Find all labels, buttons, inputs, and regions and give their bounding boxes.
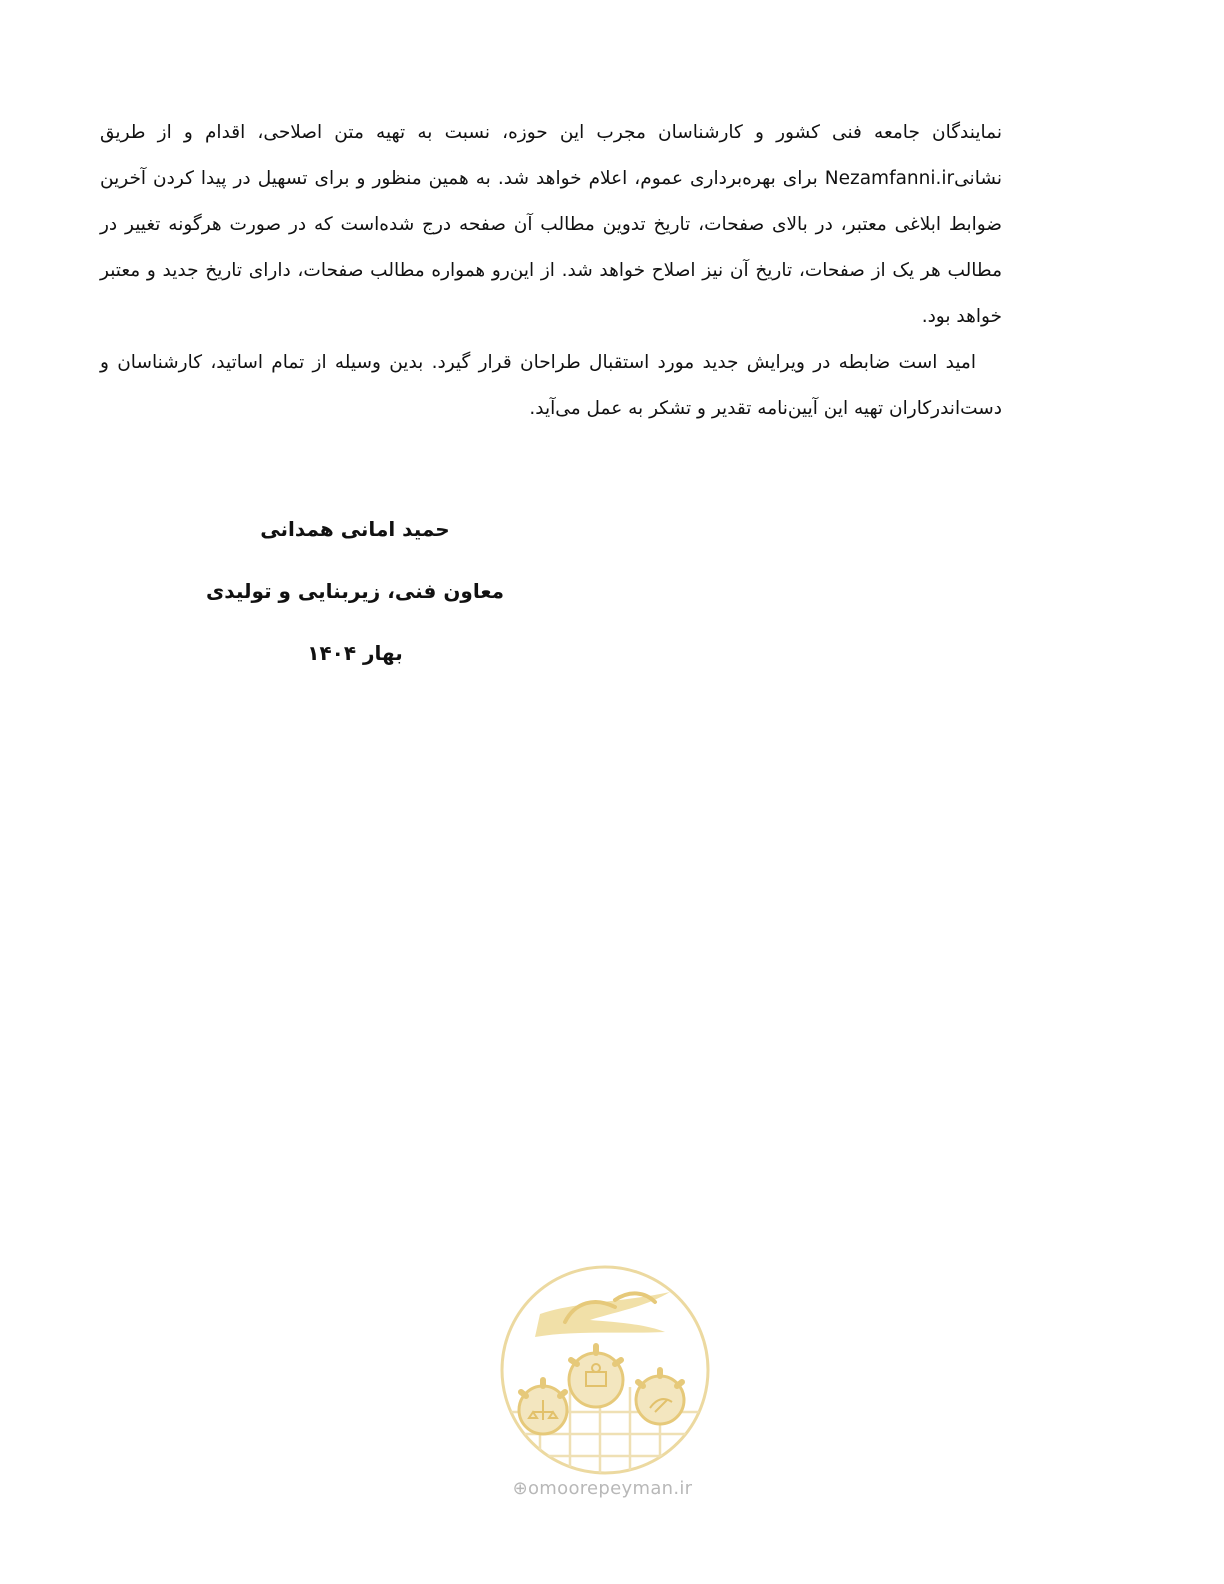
signature-date: بهار ۱۴۰۴ [307,641,403,665]
paragraph-1: نمایندگان جامعه فنی کشور و کارشناسان مجرب این حوزه، نسبت به تهیه متن اصلاحی، اقدام و از طریق نشانیNezamfanni.ir برای بهره‌برداری عموم، اعلام خواهد شد. به همین منظور و برای تسهیل در پیدا کردن آخرین ضوابط ابلاغی معتبر، در بالای صفحات، تاریخ تدوین مطالب آن صفحه درج شده‌است که در صورت هرگونه تغییر در مطالب هر یک از صفحات، تاریخ آن نیز اصلاح خواهد شد. از این‌رو همواره مطالب صفحات، دارای تاریخ جدید و معتبر خواهد بود. [100,122,1002,327]
paragraph-2: امید است ضابطه در ویرایش جدید مورد استقبال طراحان قرار گیرد. بدین وسیله از تمام اساتید، کارشناسان و دست‌اندرکاران تهیه این آیین‌نامه تقدیر و تشکر به عمل می‌آید. [100,352,1002,419]
gear-logo-icon [495,1262,715,1477]
globe-icon: ⊕ [512,1478,528,1499]
signature-block [180,505,530,691]
signatory-name: حمید امانی همدانی [260,517,450,541]
watermark-url: omoorepeyman.ir [527,1478,693,1499]
body-text [100,110,1002,432]
signatory-position: معاون فنی، زیربنایی و تولیدی [205,579,505,603]
watermark-logo [495,1262,715,1512]
watermark-caption [500,1478,705,1499]
